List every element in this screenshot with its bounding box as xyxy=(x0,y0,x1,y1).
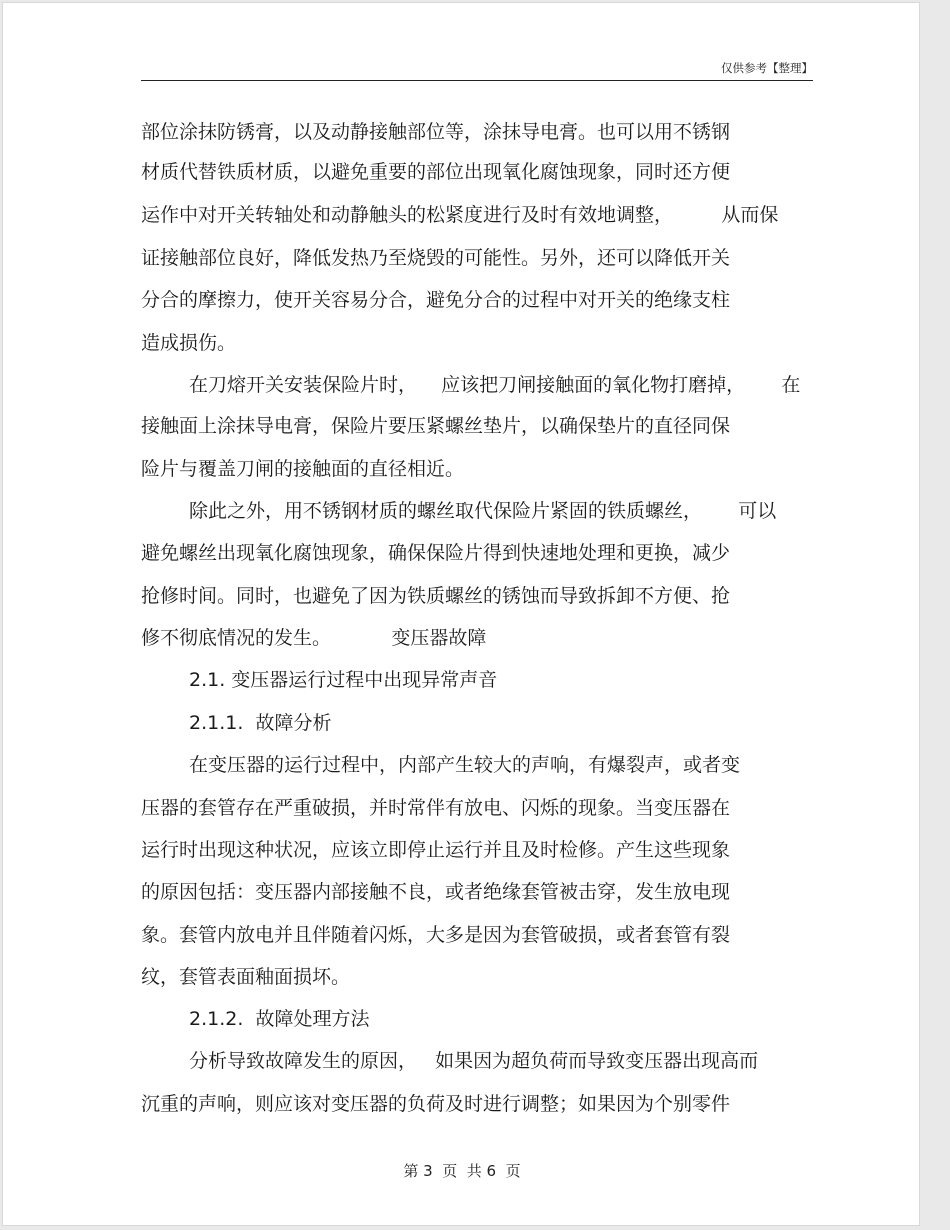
page-header: 仅供参考【整理】 xyxy=(141,60,813,81)
body-line: 证接触部位良好，降低发热乃至烧毁的可能性。另外，还可以降低开关 xyxy=(141,247,731,269)
body-line: 的原因包括：变压器内部接触不良，或者绝缘套管被击穿，发生放电现 xyxy=(141,881,731,903)
body-line: 除此之外，用不锈钢材质的螺丝取代保险片紧固的铁质螺丝， 可以 xyxy=(189,500,777,522)
body-line: 部位涂抹防锈膏，以及动静接触部位等，涂抹导电膏。也可以用不锈钢 xyxy=(141,121,731,143)
body-line: 材质代替铁质材质，以避免重要的部位出现氧化腐蚀现象，同时还方便 xyxy=(141,161,731,183)
body-line: 造成损伤。 xyxy=(141,332,237,354)
body-line: 象。套管内放电并且伴随着闪烁，大多是因为套管破损，或者套管有裂 xyxy=(141,924,731,946)
body-line: 险片与覆盖刀闸的接触面的直径相近。 xyxy=(141,458,465,480)
body-line: 接触面上涂抹导电膏，保险片要压紧螺丝垫片，以确保垫片的直径同保 xyxy=(141,415,731,437)
body-line: 抢修时间。同时，也避免了因为铁质螺丝的锈蚀而导致拆卸不方便、抢 xyxy=(141,585,731,607)
document-page xyxy=(2,2,920,1226)
section-heading: 2.1. 变压器运行过程中出现异常声音 xyxy=(189,669,498,691)
body-line: 分析导致故障发生的原因， 如果因为超负荷而导致变压器出现高而 xyxy=(189,1050,759,1072)
body-line: 压器的套管存在严重破损，并时常伴有放电、闪烁的现象。当变压器在 xyxy=(141,797,731,819)
page-number-footer: 第 3 页 共 6 页 xyxy=(403,1162,521,1180)
body-line: 运作中对开关转轴处和动静触头的松紧度进行及时有效地调整， 从而保 xyxy=(141,204,779,226)
body-line: 沉重的声响，则应该对变压器的负荷及时进行调整；如果因为个别零件 xyxy=(141,1093,731,1115)
body-line: 修不彻底情况的发生。 变压器故障 xyxy=(141,627,487,649)
body-line: 在刀熔开关安装保险片时， 应该把刀闸接触面的氧化物打磨掉， 在 xyxy=(189,374,801,396)
body-line: 纹，套管表面釉面损坏。 xyxy=(141,966,351,988)
body-line: 在变压器的运行过程中，内部产生较大的声响，有爆裂声，或者变 xyxy=(189,754,741,776)
subsection-heading: 2.1.1. 故障分析 xyxy=(189,712,332,734)
subsection-heading: 2.1.2. 故障处理方法 xyxy=(189,1008,370,1030)
body-line: 分合的摩擦力，使开关容易分合，避免分合的过程中对开关的绝缘支柱 xyxy=(141,289,731,311)
body-line: 运行时出现这种状况，应该立即停止运行并且及时检修。产生这些现象 xyxy=(141,839,731,861)
body-line: 避免螺丝出现氧化腐蚀现象，确保保险片得到快速地处理和更换，减少 xyxy=(141,542,731,564)
